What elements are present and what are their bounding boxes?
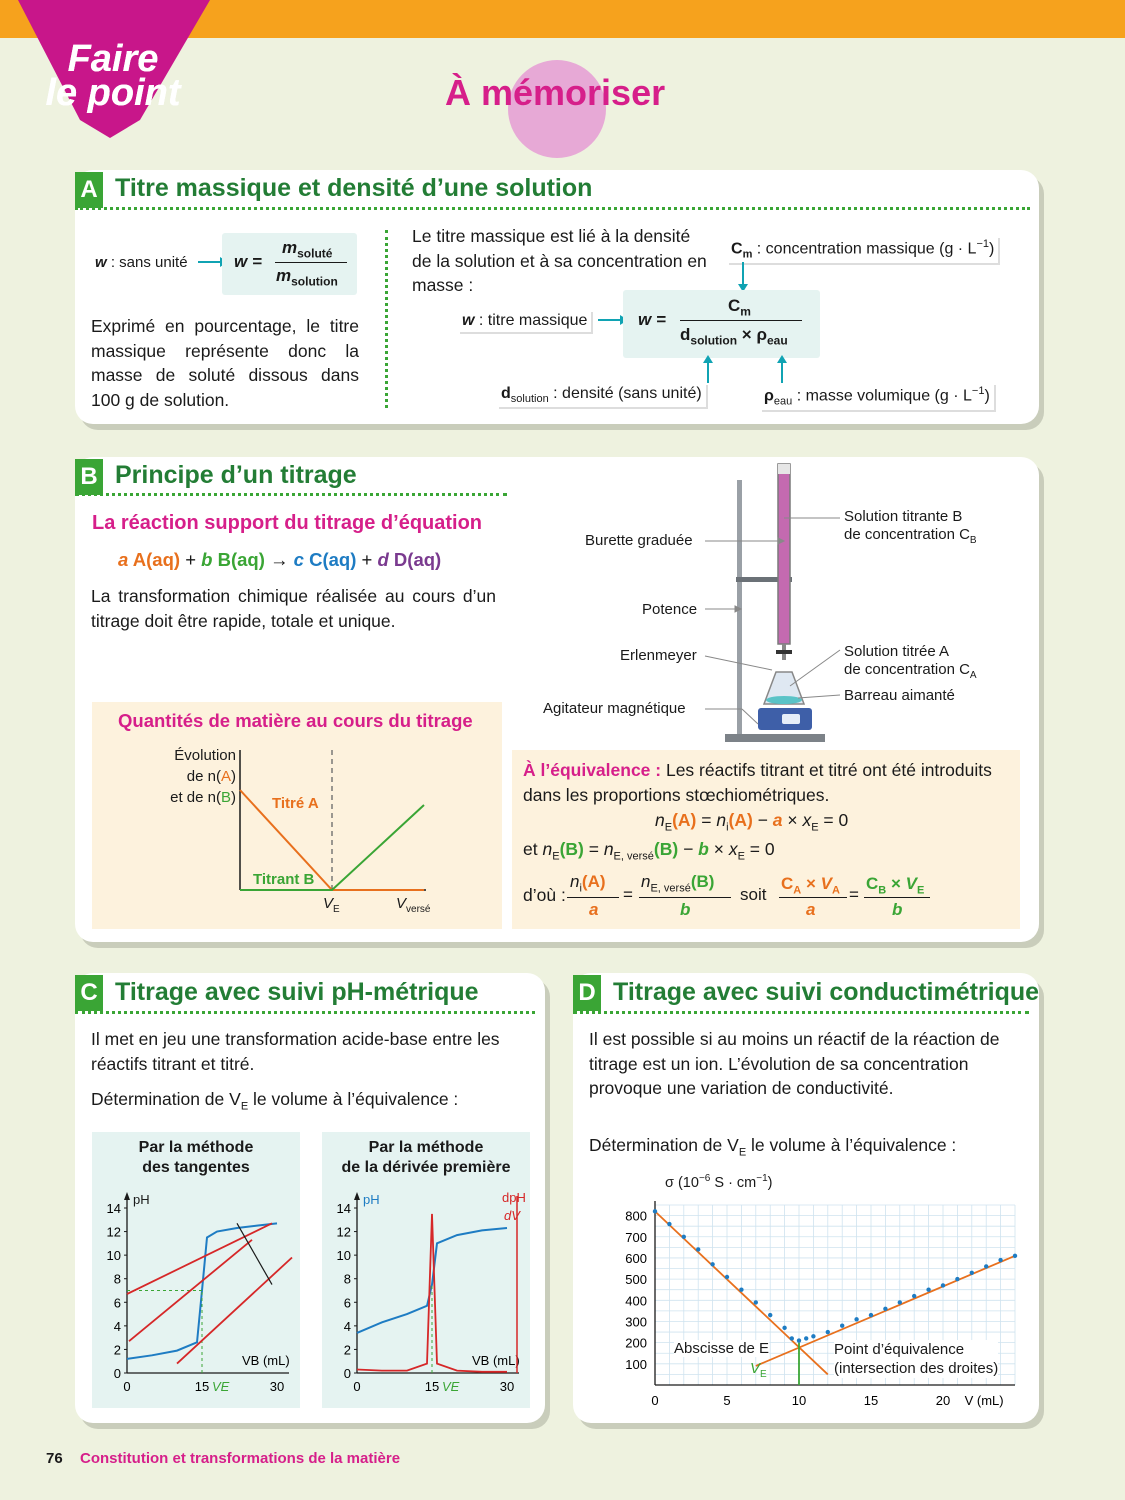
w-sans-unite-label <box>95 254 188 271</box>
species-a: A(aq) <box>132 549 181 570</box>
fraction-bar <box>639 897 731 898</box>
soit: soit <box>740 885 767 904</box>
ph-axis-label: pH <box>363 1192 380 1207</box>
data-point <box>710 1262 714 1266</box>
formula-w2-lhs: w = <box>638 310 666 329</box>
formula-w2-num <box>728 296 751 318</box>
cm-sym: C <box>731 240 743 258</box>
label-abscisse: Abscisse de E <box>674 1340 770 1357</box>
sigma-a: σ (10 <box>665 1174 699 1191</box>
section-d-title: Titrage avec suivi conductimétrique <box>613 978 1040 1006</box>
ve-d-sub: E <box>760 1369 767 1380</box>
data-point <box>998 1258 1002 1262</box>
x-tick-label: 10 <box>791 1393 807 1408</box>
titrante-line1: Solution titrante B <box>844 508 963 525</box>
ve-tick-label: VE <box>442 1379 460 1394</box>
data-point <box>804 1336 808 1340</box>
plus-2: + <box>361 549 373 570</box>
y-tick-label: 12 <box>106 1224 121 1240</box>
y-tick-label: 0 <box>113 1366 121 1381</box>
section-d-letter: D <box>573 975 601 1011</box>
x-tick-label: 0 <box>123 1379 131 1394</box>
y-tick-label: 2 <box>343 1342 351 1358</box>
ylabel-line3b: B <box>220 789 231 806</box>
frac3-den: a <box>806 900 816 919</box>
coef-a: a <box>118 549 129 570</box>
w-titre-label <box>458 310 591 332</box>
ylabel-line2a: de n( <box>186 768 221 785</box>
vverse-sub: versé <box>406 904 431 915</box>
quantities-title: Quantités de matière au cours du titrage <box>118 710 473 731</box>
y-tick-label: 8 <box>343 1271 351 1287</box>
data-point <box>955 1277 959 1281</box>
equivalence-body: Les réactifs titrant et titré ont été introduits dans les proportions stœchiométriques. <box>523 760 992 805</box>
x-tick-label: 30 <box>269 1379 285 1394</box>
equivalence-head: À l’équivalence : <box>523 760 662 780</box>
x-tick-label: 0 <box>353 1379 361 1394</box>
formula-w-lhs: w = <box>234 252 262 271</box>
data-point <box>782 1326 786 1330</box>
conductivity-chart <box>590 1185 1030 1413</box>
equivalence-line2: et $n_E(B) = n_{E, versé}(B) - b \times x_E = 0$ <box>523 839 775 863</box>
cm-close: ) <box>989 240 995 258</box>
den-d-sub: solution <box>690 333 738 348</box>
det-c-rest: le volume à l’équivalence : <box>248 1089 459 1109</box>
ph-tangent-chart <box>92 1185 300 1405</box>
y-axis-arrow <box>124 1192 130 1200</box>
section-a-rule <box>75 207 1030 210</box>
fraction-bar <box>567 897 619 898</box>
data-point <box>1013 1254 1017 1258</box>
m1-l1: Par la méthode <box>138 1139 254 1156</box>
frac1-den: a <box>589 900 599 919</box>
data-point <box>811 1334 815 1338</box>
titrante-sub: B <box>969 535 977 546</box>
section-c-title: Titrage avec suivi pH-métrique <box>115 978 479 1006</box>
w-symbol: w <box>95 254 107 271</box>
data-point <box>854 1317 858 1321</box>
y-tick-label: 200 <box>625 1335 647 1351</box>
y-tick-label: 6 <box>113 1295 121 1311</box>
section-b-letter: B <box>75 459 103 495</box>
data-point <box>797 1338 801 1342</box>
data-point <box>790 1336 794 1340</box>
sigma-close: ) <box>767 1174 773 1191</box>
label-point-equivalence <box>834 1340 998 1378</box>
data-point <box>869 1313 873 1317</box>
titree-line2: de concentration C <box>844 661 970 678</box>
fraction-bar <box>680 320 802 321</box>
det-d-prefix: Détermination de V <box>589 1135 739 1155</box>
section-c-letter: C <box>75 975 103 1011</box>
y-tick-label: 2 <box>113 1342 121 1358</box>
num-m: m <box>282 238 298 257</box>
section-b-rule <box>75 493 507 496</box>
den-rho: ρ <box>756 325 767 344</box>
equivalence-line1: $n_E(A) = n_i(A) - a \times x_E = 0$ <box>655 810 849 834</box>
y-tick-label: 4 <box>113 1318 121 1334</box>
formula-w-num <box>282 238 332 260</box>
equals: = <box>623 885 633 904</box>
arrow-down-icon <box>735 262 751 292</box>
data-point <box>898 1300 902 1304</box>
titration-equation <box>118 549 441 571</box>
reaction-arrow: → <box>270 549 289 570</box>
y-tick-label: 10 <box>106 1248 121 1264</box>
den-rho-sub: eau <box>766 333 788 348</box>
data-point <box>912 1294 916 1298</box>
arrow-up-icon <box>700 355 716 383</box>
x-tick-label: 15 <box>194 1379 210 1394</box>
data-point <box>754 1300 758 1304</box>
fraction-bar <box>864 897 930 898</box>
y-tick-label: 100 <box>625 1356 647 1372</box>
d-rest: : densité (sans unité) <box>548 385 702 402</box>
formula-w2-den <box>680 325 788 347</box>
cm-label <box>727 236 998 263</box>
w-rest: : sans unité <box>106 254 188 271</box>
section-c-determination <box>91 1087 531 1119</box>
data-point <box>941 1283 945 1287</box>
titrante-line2: de concentration C <box>844 526 970 543</box>
deriv-label-den: dV <box>504 1208 520 1223</box>
label-titre-a: Titré A <box>272 795 319 812</box>
data-point <box>682 1235 686 1239</box>
section-b-subhead: La réaction support du titrage d’équation <box>92 512 483 534</box>
ylabel-line2b: A <box>220 768 231 785</box>
species-c: C(aq) <box>309 549 357 570</box>
section-c-paragraph: Il met en jeu une transformation acide-base entre les réactifs titrant et titré. <box>91 1029 500 1074</box>
data-point <box>970 1271 974 1275</box>
badge-line2: le point <box>45 72 181 114</box>
ylabel-line1: Évolution <box>174 747 236 764</box>
section-a-divider <box>385 230 388 408</box>
data-point <box>883 1307 887 1311</box>
num-sub: soluté <box>297 246 333 261</box>
x-tick-label: 5 <box>723 1393 731 1408</box>
tangent-lower <box>177 1258 292 1364</box>
arrow-up-icon <box>774 355 790 383</box>
plus-1: + <box>185 549 196 570</box>
formula-w-den <box>276 266 338 288</box>
m2-l2: de la dérivée première <box>341 1159 511 1176</box>
ve-tick-label: VE <box>212 1379 230 1394</box>
badge-line1: Faire <box>67 38 159 80</box>
titree-sub: A <box>969 670 977 681</box>
x-tick-label: 20 <box>935 1393 951 1408</box>
section-a-paragraph-left: Exprimé en pourcentage, le titre massique représente donc la masse de soluté dissous dans 100 g de solution. <box>91 316 359 410</box>
derivative-method-title <box>322 1138 530 1178</box>
label-ve-conductivity <box>750 1360 767 1380</box>
label-erlenmeyer: Erlenmeyer <box>620 647 697 664</box>
cm-rest: : concentration massique (g · L <box>752 240 977 258</box>
species-b: B(aq) <box>217 549 265 570</box>
pe-l1: Point d’équivalence <box>834 1341 965 1358</box>
frac4-num: $C_B \times V_E$ <box>866 874 925 897</box>
den-times: × <box>737 325 757 344</box>
x-axis-label: V (mL) <box>964 1393 1004 1408</box>
badge-text <box>38 38 188 114</box>
rho-sub: eau <box>773 395 793 408</box>
ylabel-line3a: et de n( <box>170 789 221 806</box>
label-vverse <box>396 895 430 915</box>
section-d-determination <box>589 1133 1029 1165</box>
y-tick-label: 700 <box>625 1229 647 1245</box>
label-ve <box>323 895 340 915</box>
label-titrant-b: Titrant B <box>253 871 315 888</box>
vb-axis-label: VB (mL) <box>242 1353 290 1368</box>
data-point <box>667 1222 671 1226</box>
section-b-title: Principe d’un titrage <box>115 461 357 489</box>
y-tick-label: 0 <box>343 1366 351 1381</box>
num-c: C <box>728 296 741 315</box>
label-burette: Burette graduée <box>585 532 693 549</box>
sigma-exp: −6 <box>698 1173 711 1184</box>
equivalence-doù: d’où : <box>523 885 566 905</box>
d-sub: solution <box>510 393 549 406</box>
den-sub: solution <box>291 274 338 289</box>
den-d: d <box>680 325 691 344</box>
m2-l1: Par la méthode <box>368 1139 484 1156</box>
y-tick-label: 4 <box>343 1318 351 1334</box>
data-point <box>984 1264 988 1268</box>
sigma-exp2: −1 <box>756 1173 768 1184</box>
w2-sym: w <box>462 312 475 329</box>
rho-label <box>760 383 994 410</box>
quantities-ylabel <box>168 745 236 808</box>
x-tick-label: 15 <box>424 1379 440 1394</box>
data-point <box>739 1288 743 1292</box>
det-d-rest: le volume à l’équivalence : <box>746 1135 957 1155</box>
label-barreau: Barreau aimanté <box>844 687 955 704</box>
x-tick-label: 30 <box>499 1379 515 1394</box>
den-m: m <box>276 266 292 285</box>
section-c-rule <box>75 1011 535 1014</box>
cm-sub: m <box>742 248 753 261</box>
rho-close: ) <box>984 387 990 405</box>
y-tick-label: 6 <box>343 1295 351 1311</box>
titree-line1: Solution titrée A <box>844 643 950 660</box>
y-tick-label: 14 <box>336 1201 351 1216</box>
det-c-prefix: Détermination de V <box>91 1089 241 1109</box>
frac3-num: $C_A \times V_A$ <box>781 874 840 897</box>
m1-l2: des tangentes <box>142 1159 250 1176</box>
x-tick-label: 0 <box>651 1393 659 1408</box>
y-tick-label: 12 <box>336 1224 351 1240</box>
y-tick-label: 800 <box>625 1208 647 1224</box>
d-label <box>497 383 706 407</box>
deriv-label-num: dpH <box>502 1190 526 1205</box>
ph-derivative-chart <box>322 1185 530 1405</box>
fraction-bar <box>275 262 347 263</box>
equivalence-text <box>523 758 1013 807</box>
y-axis-arrow <box>354 1192 360 1200</box>
rho-exp: −1 <box>971 385 985 397</box>
fraction-bar <box>779 897 847 898</box>
ylabel-line2c: ) <box>231 768 236 785</box>
coef-b: b <box>201 549 213 570</box>
section-d-rule <box>573 1011 1029 1014</box>
ve-d-sym: V <box>750 1360 761 1377</box>
y-tick-label: 10 <box>336 1248 351 1264</box>
frac1-num: $n_i(A)$ <box>570 872 606 895</box>
ve-sym: V <box>323 895 334 912</box>
coef-c: c <box>293 549 304 570</box>
vb-axis-label: VB (mL) <box>472 1353 520 1368</box>
frac4-den: b <box>892 900 903 919</box>
data-point <box>826 1330 830 1334</box>
ylabel-line3c: ) <box>231 789 236 806</box>
cm-exp: −1 <box>976 238 989 250</box>
y-tick-label: 8 <box>113 1271 121 1287</box>
section-d-paragraph: Il est possible si au moins un réactif de la réaction de titrage est un ion. L’évolution de sa concentration provoque une variation de conductivité. <box>589 1029 1000 1098</box>
apparatus-leader-lines <box>700 510 850 725</box>
species-d: D(aq) <box>393 549 442 570</box>
ve-sub: E <box>333 904 340 915</box>
y-tick-label: 14 <box>106 1201 121 1216</box>
y-tick-label: 400 <box>625 1293 647 1309</box>
data-point <box>926 1288 930 1292</box>
label-solution-titree <box>844 643 977 685</box>
data-point <box>725 1275 729 1279</box>
frac2-num: $n_{E, versé}(B)$ <box>641 872 715 895</box>
rho-rest: : masse volumique (g · L <box>792 387 972 405</box>
data-point <box>768 1313 772 1317</box>
d-sym: d <box>501 385 511 402</box>
page-number: 76 <box>46 1450 63 1467</box>
num-c-sub: m <box>740 304 751 319</box>
rho-sym: ρ <box>764 387 774 405</box>
et: et <box>523 839 538 859</box>
section-a-letter: A <box>75 172 103 208</box>
data-point <box>653 1209 657 1213</box>
sigma-rest: S · cm <box>710 1174 757 1191</box>
vverse-sym: V <box>396 895 407 912</box>
y-tick-label: 500 <box>625 1272 647 1288</box>
section-a-title: Titre massique et densité d’une solution <box>115 174 593 202</box>
label-potence: Potence <box>642 601 698 618</box>
x-tick-label: 15 <box>863 1393 879 1408</box>
data-point <box>696 1247 700 1251</box>
section-a-paragraph-right: Le titre massique est lié à la densité de la solution et à sa concentration en masse : <box>412 226 707 295</box>
equals: = <box>849 885 859 904</box>
y-tick-label: 600 <box>625 1250 647 1266</box>
w2-rest: : titre massique <box>474 312 588 329</box>
coef-d: d <box>377 549 389 570</box>
y-tick-label: 300 <box>625 1314 647 1330</box>
data-point <box>840 1324 844 1328</box>
label-solution-titrante <box>844 508 977 550</box>
ph-axis-label: pH <box>133 1192 150 1207</box>
pe-l2: (intersection des droites) <box>834 1360 999 1377</box>
det-c-sub: E <box>240 1100 249 1113</box>
page-title: À mémoriser <box>445 72 666 113</box>
frac2-den: b <box>680 900 691 919</box>
label-agitateur: Agitateur magnétique <box>543 700 686 717</box>
section-b-paragraph: La transformation chimique réalisée au cours d’un titrage doit être rapide, totale et unique. <box>91 586 496 631</box>
det-d-sub: E <box>738 1146 747 1159</box>
chapter-title: Constitution et transformations de la matière <box>80 1450 401 1467</box>
tangent-method-title <box>92 1138 300 1178</box>
